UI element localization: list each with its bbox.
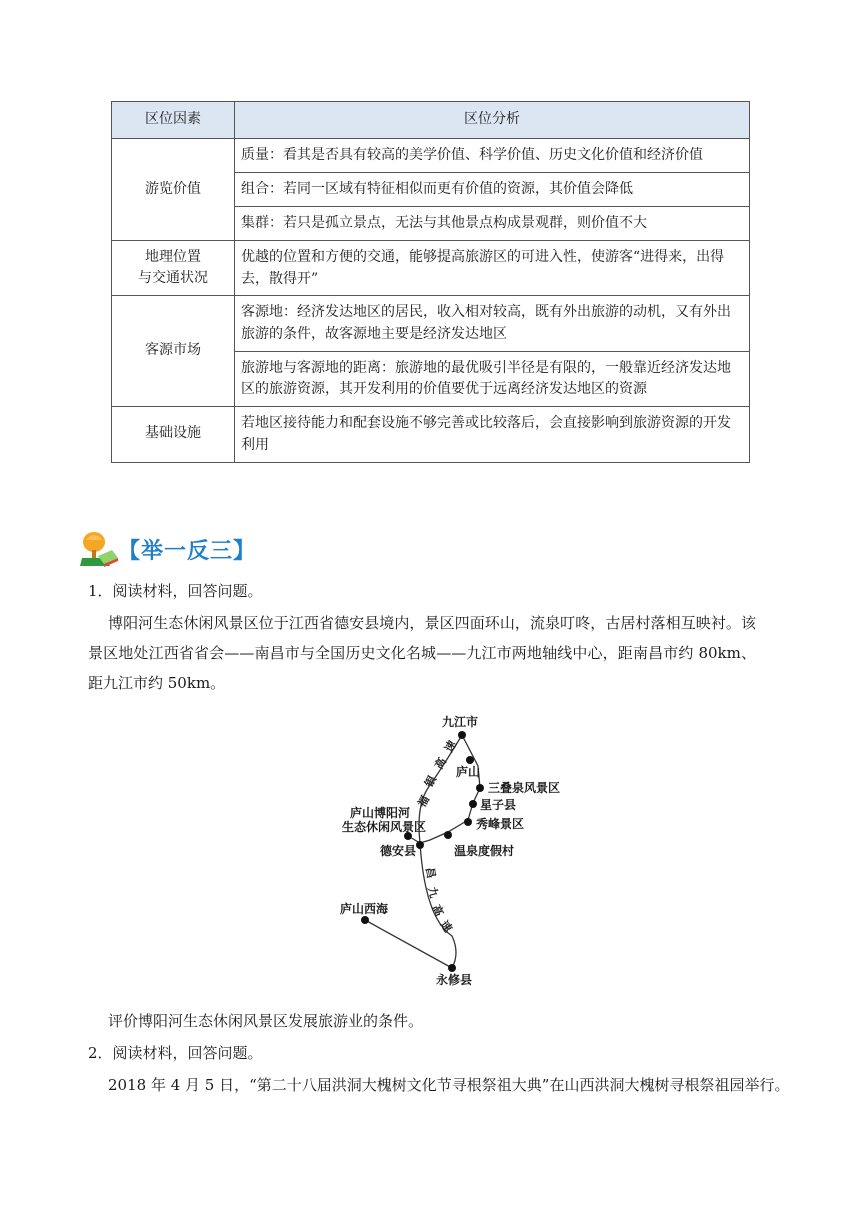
road-label-jiu: 九: [425, 885, 441, 900]
question-2-material: 2018 年 4 月 5 日，“第二十八届洪洞大槐树文化节寻根祭祖大典”在山西洪洞大槐树寻根祭祖园举行。: [108, 1076, 790, 1094]
point-xihai: [361, 916, 369, 924]
label-yongxiu: 永修县: [436, 973, 473, 987]
table-row: [112, 241, 750, 296]
question-2-label: 2．阅读材料，回答问题。: [88, 1044, 263, 1062]
label-lushan: 庐山: [456, 765, 481, 779]
road-label-fu: 福: [415, 793, 433, 810]
point-xiufeng: [464, 818, 472, 826]
label-wenquan: 温泉度假村: [454, 844, 515, 858]
header-factor: 区位因素: [112, 102, 235, 139]
label-sandiequan: 三叠泉风景区: [488, 781, 561, 795]
road-label-gao1: 高: [432, 755, 450, 772]
road-label-yin: 银: [422, 773, 440, 790]
point-yongxiu: [448, 964, 456, 972]
point-sandiequan: [476, 784, 484, 792]
section-heading: [78, 528, 256, 570]
analysis-cell: 组合：若同一区域有特征相似而更有价值的资源，其价值会降低: [235, 173, 750, 207]
label-xiufeng: 秀峰景区: [476, 817, 525, 831]
point-jiujiang: [458, 731, 466, 739]
question-1-prompt: 评价博阳河生态休闲风景区发展旅游业的条件。: [108, 1012, 424, 1030]
analysis-cell: 质量：看其是否具有较高的美学价值、科学价值、历史文化价值和经济价值: [235, 139, 750, 173]
analysis-cell: 集群：若只是孤立景点，无法与其他景点构成景观群，则价值不大: [235, 207, 750, 241]
question-1-label: 1．阅读材料，回答问题。: [88, 582, 263, 600]
factor-cell-location-transport: 地理位置 与交通状况: [112, 241, 235, 296]
lamp-book-icon: [78, 528, 122, 570]
section-title: 【举一反三】: [118, 538, 257, 564]
road-label-chang: 昌: [423, 866, 438, 880]
label-jiujiang: 九江市: [442, 715, 479, 729]
point-xingzi: [469, 800, 477, 808]
point-wenquan: [444, 831, 452, 839]
route-map: [330, 708, 600, 998]
label-dean: 德安县: [380, 844, 417, 858]
point-lushan: [466, 756, 474, 764]
road-label-gao2: 高: [429, 902, 446, 919]
label-boyanghe-1: 庐山博阳河: [350, 806, 411, 820]
table-row: [112, 407, 750, 462]
analysis-cell: 客源地：经济发达地区的居民，收入相对较高，既有外出旅游的动机，又有外出旅游的条件，故客源地主要是经济发达地区: [235, 296, 750, 351]
analysis-cell: 旅游地与客源地的距离：旅游地的最优吸引半径是有限的，一般靠近经济发达地区的旅游资源，其开发利用的价值要优于远离经济发达地区的资源: [235, 351, 750, 406]
road-label-su1: 速: [442, 738, 460, 755]
label-xihai: 庐山西海: [340, 902, 389, 916]
label-xingzi: 星子县: [480, 798, 517, 812]
analysis-cell: 优越的位置和方便的交通，能够提高旅游区的可进入性，使游客“进得来，出得去，散得开”: [235, 241, 750, 296]
factor-cell-tour-value: 游览价值: [112, 139, 235, 241]
table-header-row: [112, 102, 750, 139]
road-label-su2: 速: [437, 918, 455, 935]
point-dean: [416, 841, 424, 849]
factor-cell-source-market: 客源市场: [112, 296, 235, 407]
table-row: [112, 139, 750, 173]
location-factors-table: [111, 101, 750, 463]
table-row: [112, 296, 750, 351]
factor-cell-infrastructure: 基础设施: [112, 407, 235, 462]
header-analysis: 区位分析: [235, 102, 750, 139]
question-1-material: 博阳河生态休闲风景区位于江西省德安县境内，景区四面环山，流泉叮咚，古居村落相互映衬。该景区地处江西省省会——南昌市与全国历史文化名城——九江市两地轴线中心，距南昌市约 80km、距九江市约 50km。: [88, 614, 756, 692]
road-line-spur: [420, 820, 468, 843]
label-boyanghe-2: 生态休闲风景区: [342, 820, 427, 834]
analysis-cell: 若地区接待能力和配套设施不够完善或比较落后，会直接影响到旅游资源的开发利用: [235, 407, 750, 462]
